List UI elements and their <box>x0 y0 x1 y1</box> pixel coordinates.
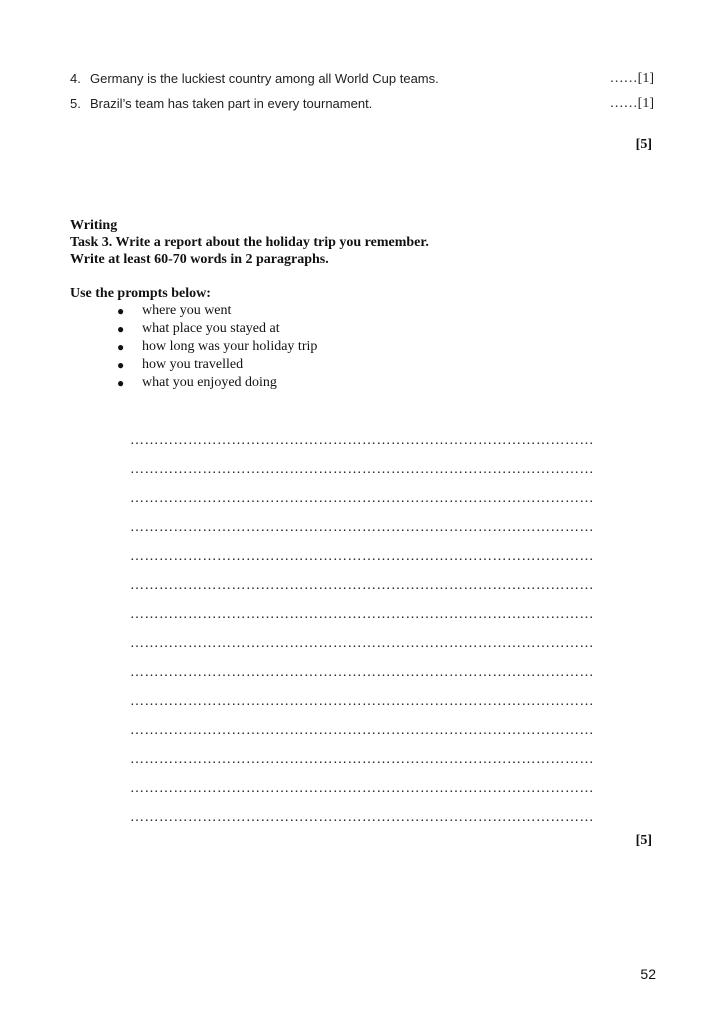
prompt-item: ● how long was your holiday trip <box>117 339 318 354</box>
bullet-icon: ● <box>117 340 125 354</box>
prompt-item: ● what place you stayed at <box>117 321 280 336</box>
prompt-item: ● how you travelled <box>117 357 244 372</box>
prompt-item: ● what you enjoyed doing <box>117 375 277 390</box>
bullet-icon: ● <box>117 322 125 336</box>
bullet-icon: ● <box>117 358 125 372</box>
writing-section-title: Writing <box>70 218 118 233</box>
question-item-4 <box>70 71 654 87</box>
question-text: Brazil’s team has taken part in every tournament. <box>90 96 373 111</box>
writing-task-title: Task 3. Write a report about the holiday trip you remember. <box>70 235 429 250</box>
answer-line[interactable]: …………………………………………………………………………………… <box>130 781 594 796</box>
answer-line[interactable]: …………………………………………………………………………………… <box>130 433 594 448</box>
question-points: ……[1] <box>609 71 654 86</box>
page-number: 52 <box>640 966 656 982</box>
answer-lines <box>130 426 644 832</box>
answer-line[interactable]: …………………………………………………………………………………… <box>130 810 594 825</box>
answer-line[interactable]: …………………………………………………………………………………… <box>130 723 594 738</box>
answer-line[interactable]: …………………………………………………………………………………… <box>130 549 594 564</box>
prompts-intro: Use the prompts below: <box>70 286 211 301</box>
bullet-icon: ● <box>117 304 125 318</box>
answer-line[interactable]: …………………………………………………………………………………… <box>130 665 594 680</box>
answer-line[interactable]: …………………………………………………………………………………… <box>130 607 594 622</box>
bullet-icon: ● <box>117 376 125 390</box>
answer-line[interactable]: …………………………………………………………………………………… <box>130 578 594 593</box>
question-item-5 <box>70 96 654 112</box>
prompt-item: ● where you went <box>117 303 232 318</box>
question-number: 4. <box>70 71 81 86</box>
answer-line[interactable]: …………………………………………………………………………………… <box>130 752 594 767</box>
question-number: 5. <box>70 96 81 111</box>
answer-line[interactable]: …………………………………………………………………………………… <box>130 491 594 506</box>
answer-line[interactable]: …………………………………………………………………………………… <box>130 462 594 477</box>
answer-line[interactable]: …………………………………………………………………………………… <box>130 636 594 651</box>
answer-line[interactable]: …………………………………………………………………………………… <box>130 694 594 709</box>
section-marks: [5] <box>635 137 652 152</box>
writing-requirement: Write at least 60-70 words in 2 paragraphs. <box>70 252 329 267</box>
answer-line[interactable]: …………………………………………………………………………………… <box>130 520 594 535</box>
writing-marks: [5] <box>635 833 652 848</box>
question-points: ……[1] <box>609 96 654 111</box>
prompts-list <box>117 302 317 392</box>
question-text: Germany is the luckiest country among all World Cup teams. <box>90 71 439 86</box>
